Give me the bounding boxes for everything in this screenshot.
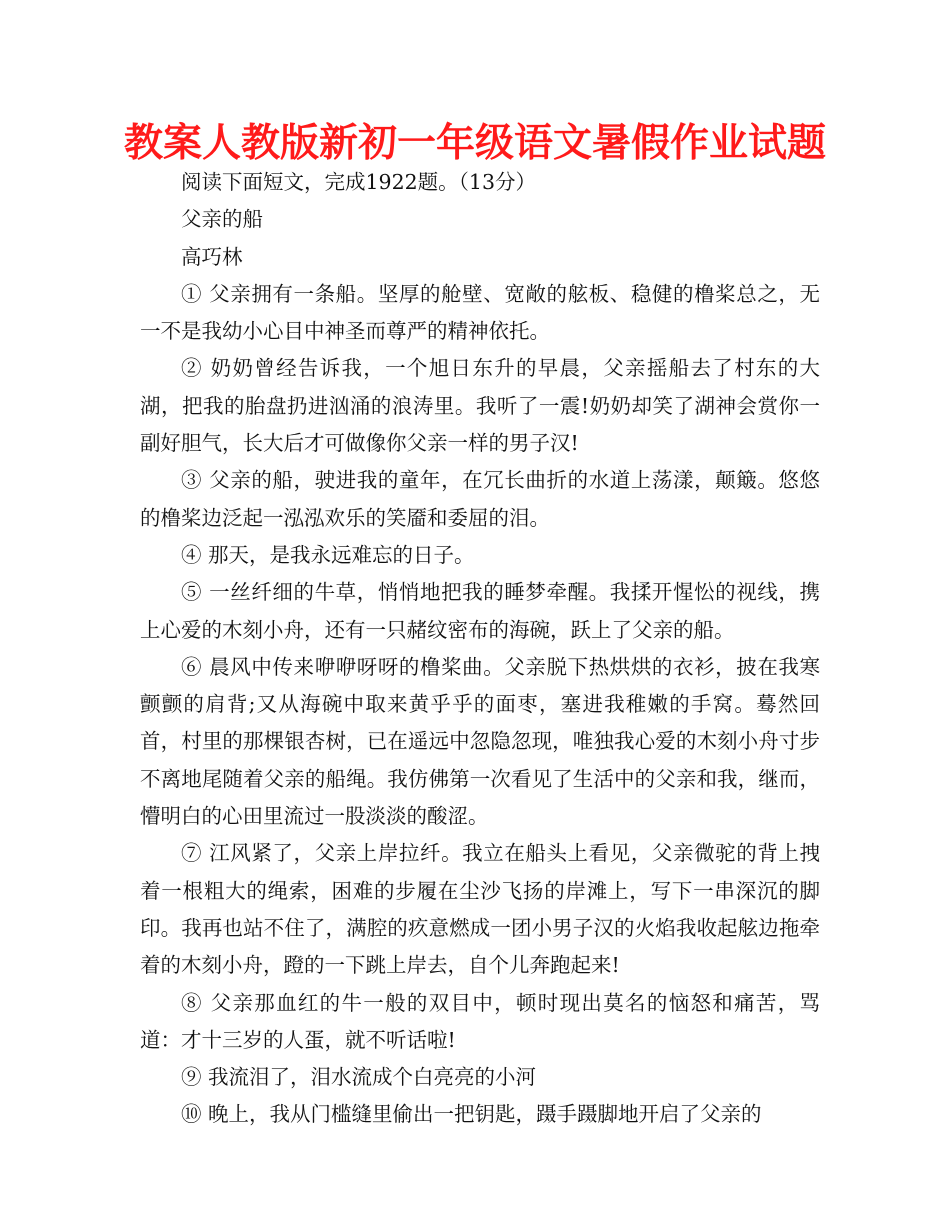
paragraph-6: ⑥ 晨风中传来咿咿呀呀的橹桨曲。父亲脱下热烘烘的衣衫，披在我寒颤颤的肩背;又从海碗中取来黄乎乎的面枣，塞进我稚嫩的手窝。蓦然回首，村里的那棵银杏树，已在遥远中忽隐忽现，唯独我心爱的木刻小舟寸步不离地尾随着父亲的船绳。我仿佛第一次看见了生活中的父亲和我，继而，懵明白的心田里流过一股淡淡的酸涩。 bbox=[140, 654, 820, 829]
paragraph-4: ④ 那天，是我永远难忘的日子。 bbox=[181, 542, 475, 567]
paragraph-1: ① 父亲拥有一条船。坚厚的舱壁、宽敞的舷板、稳健的橹桨总之，无一不是我幼小心目中神圣而尊严的精神依托。 bbox=[140, 281, 820, 344]
paragraph-5: ⑤ 一丝纤细的牛草，悄悄地把我的睡梦牵醒。我揉开惺忪的视线，携上心爱的木刻小舟，还有一只赭纹密布的海碗，跃上了父亲的船。 bbox=[140, 580, 820, 642]
paragraph-9: ⑨ 我流泪了，泪水流成个白亮亮的小河 bbox=[181, 1065, 537, 1090]
document-body bbox=[140, 164, 820, 1134]
paragraph-2: ② 奶奶曾经告诉我，一个旭日东升的早晨，父亲摇船去了村东的大湖，把我的胎盘扔进汹涌的浪涛里。我听了一震!奶奶却笑了湖神会赏你一副好胆气，长大后才可做像你父亲一样的男子汉! bbox=[140, 356, 820, 456]
paragraph-3: ③ 父亲的船，驶进我的童年，在冗长曲折的水道上荡漾，颠簸。悠悠的橹桨边泛起一泓泓欢乐的笑靥和委屈的泪。 bbox=[140, 468, 820, 530]
document-title: 教案人教版新初一年级语文暑假作业试题 bbox=[123, 121, 826, 166]
article-title: 父亲的船 bbox=[181, 207, 263, 232]
article-author: 高巧林 bbox=[181, 244, 243, 269]
paragraph-10: ⑩ 晚上，我从门槛缝里偷出一把钥匙，蹑手蹑脚地开启了父亲的 bbox=[181, 1102, 762, 1127]
paragraph-7: ⑦ 江风紧了，父亲上岸拉纤。我立在船头上看见，父亲微驼的背上拽着一根粗大的绳索，困难的步履在尘沙飞扬的岸滩上，写下一串深沉的脚印。我再也站不住了，满腔的疚意燃成一团小男子汉的火焰我收起舷边拖牵着的木刻小舟，蹬的一下跳上岸去，自个儿奔跑起来! bbox=[140, 841, 820, 978]
question-instruction: 阅读下面短文，完成1922题。（13分） bbox=[181, 170, 537, 194]
paragraph-8: ⑧ 父亲那血红的牛一般的双目中，顿时现出莫名的恼怒和痛苦，骂道：才十三岁的人蛋，就不听话啦! bbox=[140, 990, 820, 1052]
